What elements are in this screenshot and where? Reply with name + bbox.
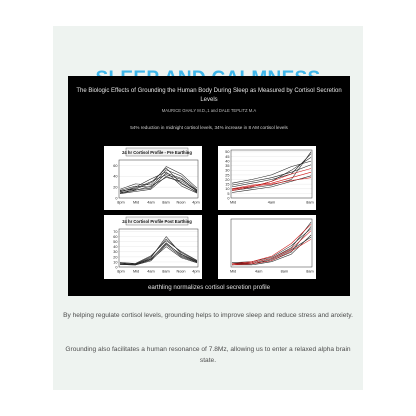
x-tick-label: 8am [280,269,289,274]
x-tick-label: 4am [254,269,263,274]
chart-night-profile-pre [218,146,316,210]
y-tick-label: 20 [113,255,118,260]
x-tick-label: 8am [306,269,314,274]
y-tick-label: 40 [113,174,118,179]
content-card [53,26,363,390]
series-line [232,239,311,265]
chart-panel-night-pre [218,146,316,210]
x-tick-label: 8am [162,269,170,274]
x-tick-label: 8pm [117,200,125,205]
plot-frame [231,219,312,267]
chart-title: 24 hr Cortisol Profile - Pre Earthing [122,149,192,155]
chart-title: 24 hr Cortisol Profile Post Earthing [122,218,192,224]
x-tick-label: 4am [147,269,155,274]
y-tick-label: 20 [225,177,230,182]
y-tick-label: 45 [225,154,230,159]
y-tick-label: 0 [115,265,118,270]
y-tick-label: 50 [113,240,118,245]
y-tick-label: 5 [227,191,230,196]
x-tick-label: Mid [229,269,237,274]
series-line [232,227,311,265]
figure-caption: earthling normalizes cortisol secretion profile [147,284,271,291]
y-tick-label: 25 [225,173,230,178]
figure-note: 54% reduction in midnight cortisol levels, 34% increase in 8 AM cortisol levels [130,125,288,130]
x-tick-label: 4am [147,200,155,205]
y-tick-label: 0 [115,196,118,201]
paragraph-resonance: Grounding also facilitates a human resonance of 7.8Mz, allowing us to enter a relaxed alpha brain state. [65,346,351,364]
series-line [232,229,311,263]
series-line [232,161,311,183]
y-tick-label: 50 [225,150,230,155]
figure-title: The Biologic Effects of Grounding the Human Body During Sleep as Measured by Cortisol Secretion Levels [76,88,342,103]
series-line [232,224,311,263]
x-tick-label: 8pm [117,269,125,274]
chart-post-earthing [104,215,202,279]
y-tick-label: 35 [225,164,230,169]
chart-panel-post [104,215,202,279]
y-tick-label: 40 [113,245,118,250]
y-tick-label: 30 [225,168,230,173]
y-tick-label: 0 [227,196,230,201]
x-tick-label: Mid [229,200,237,205]
series-line [120,170,197,191]
x-tick-label: 8am [306,200,314,205]
y-tick-label: 60 [113,235,118,239]
paragraph-sleep: By helping regulate cortisol levels, grounding helps to improve sleep and reduce stress and anxiety. [63,312,353,319]
y-tick-label: 10 [225,187,230,192]
chart-pre-earthing [104,146,202,210]
figure-authors: MAURICE GHALY M.D.,1 and DALE TEPLITZ M.A [161,108,257,113]
chart-panel-night-post [218,215,316,279]
chart-panel-pre [104,146,202,210]
x-tick-label: 4am [267,200,276,205]
x-tick-label: Mid [132,200,140,205]
y-tick-label: 10 [113,260,118,265]
series-line [232,237,311,264]
y-tick-label: 70 [113,229,118,234]
x-tick-label: 4pm [192,269,200,274]
y-tick-label: 40 [225,159,230,164]
y-tick-label: 15 [225,182,230,187]
y-tick-label: 60 [113,163,118,168]
x-tick-label: Noon [176,269,186,274]
cortisol-figure [68,76,350,296]
x-tick-label: 8am [162,200,170,205]
series-line [120,237,197,265]
x-tick-label: Mid [132,269,140,274]
series-line [120,241,197,264]
y-tick-label: 30 [113,250,118,255]
x-tick-label: Noon [176,200,186,205]
y-tick-label: 20 [113,185,118,190]
chart-night-profile-post [218,215,316,279]
x-tick-label: 4pm [192,200,200,205]
